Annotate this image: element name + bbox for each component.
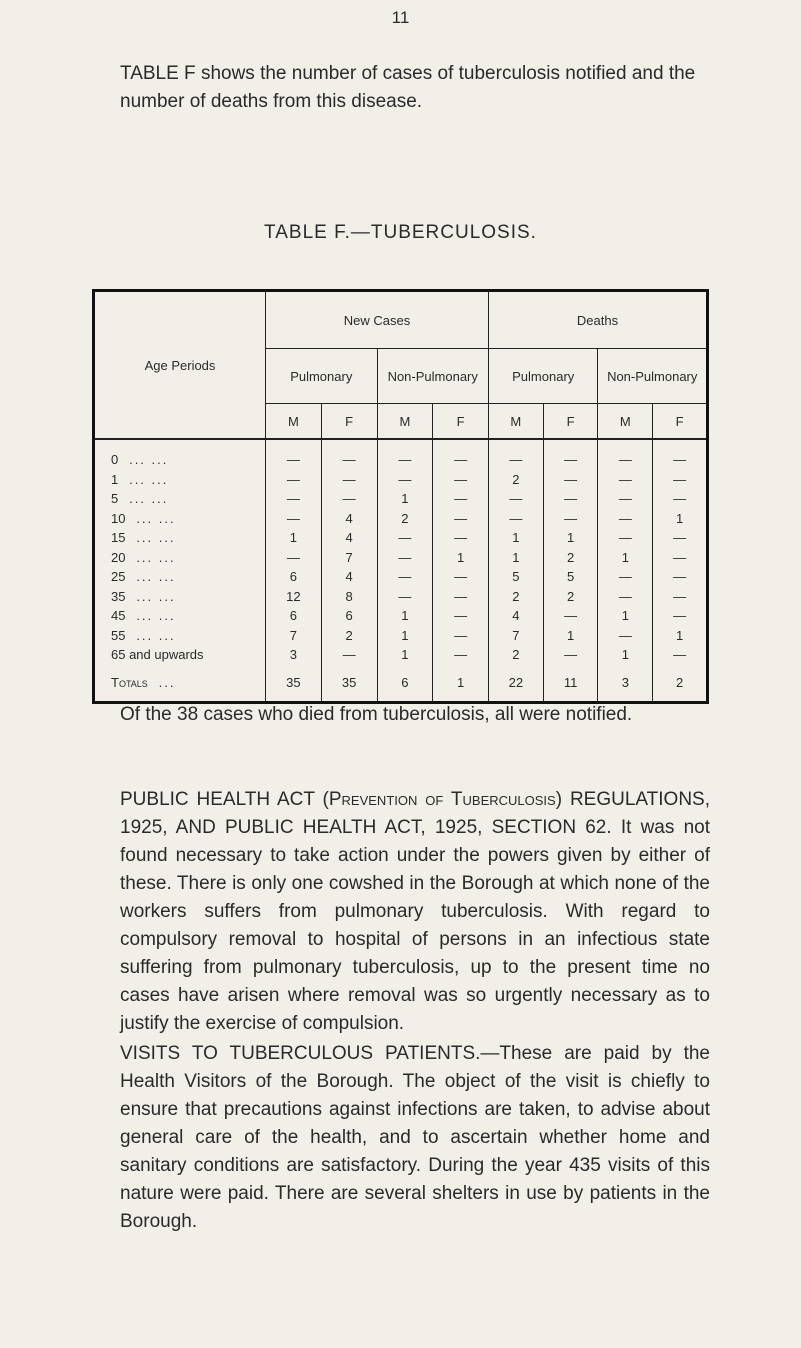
value-cell: — <box>653 470 708 490</box>
value-cell: — <box>543 439 598 470</box>
leader-dots: ... ... <box>136 588 176 604</box>
age-label: 0 <box>111 452 119 468</box>
table-row <box>94 509 708 529</box>
value-cell: 1 <box>488 548 543 568</box>
value-cell: 6 <box>266 606 322 626</box>
value-cell: 2 <box>377 509 433 529</box>
leader-dots: ... ... <box>136 530 176 546</box>
age-label: 15 <box>111 530 126 546</box>
value-cell: — <box>266 439 322 470</box>
age-label: 65 and upwards <box>111 647 204 663</box>
col-f-header: F <box>321 404 377 440</box>
value-cell: — <box>488 439 543 470</box>
leader-dots: ... ... <box>136 627 176 643</box>
value-cell: — <box>653 645 708 665</box>
col-m-header: M <box>598 404 653 440</box>
col-m-header: M <box>488 404 543 440</box>
age-period-cell <box>94 606 266 626</box>
value-cell: 1 <box>266 528 322 548</box>
value-cell: 7 <box>321 548 377 568</box>
para1-heading-smallcaps: Prevention of Tuberculosis <box>328 789 556 810</box>
deaths-header: Deaths <box>488 291 707 349</box>
deaths-non-pulmonary-header: Non-Pulmonary <box>598 349 708 404</box>
value-cell: 12 <box>266 587 322 607</box>
value-cell: — <box>488 489 543 509</box>
value-cell: 8 <box>321 587 377 607</box>
value-cell: — <box>433 528 489 548</box>
value-cell: — <box>377 439 433 470</box>
age-periods-header: Age Periods <box>94 291 266 440</box>
value-cell: 4 <box>321 567 377 587</box>
new-pulmonary-header: Pulmonary <box>266 349 377 404</box>
value-cell: — <box>598 528 653 548</box>
value-cell: — <box>266 548 322 568</box>
value-cell: — <box>543 645 598 665</box>
tuberculosis-table-container <box>92 289 709 704</box>
table-row <box>94 489 708 509</box>
value-cell: — <box>598 470 653 490</box>
leader-dots: ... ... <box>136 549 176 565</box>
age-period-cell <box>94 470 266 490</box>
leader-dots: ... <box>158 675 176 690</box>
age-period-cell <box>94 626 266 646</box>
page-number: 11 <box>391 8 410 27</box>
value-cell: 1 <box>377 626 433 646</box>
value-cell: 4 <box>488 606 543 626</box>
new-non-pulmonary-header: Non-Pulmonary <box>377 349 488 404</box>
value-cell: — <box>598 439 653 470</box>
table-title: TABLE F.—TUBERCULOSIS. <box>264 222 537 243</box>
value-cell: — <box>377 567 433 587</box>
value-cell: — <box>598 626 653 646</box>
table-row <box>94 470 708 490</box>
value-cell: 2 <box>321 626 377 646</box>
value-cell: — <box>653 567 708 587</box>
totals-row <box>94 665 708 703</box>
col-f-header: F <box>433 404 489 440</box>
value-cell: 7 <box>266 626 322 646</box>
table-row <box>94 606 708 626</box>
age-period-cell <box>94 567 266 587</box>
value-cell: — <box>321 645 377 665</box>
note-text: Of the 38 cases who died from tuberculosis, all were notified. <box>120 704 633 725</box>
value-cell: 4 <box>321 528 377 548</box>
total-cell: 22 <box>488 665 543 703</box>
value-cell: 2 <box>543 548 598 568</box>
col-f-header: F <box>653 404 708 440</box>
value-cell: 2 <box>488 587 543 607</box>
total-cell: 35 <box>266 665 322 703</box>
age-period-cell <box>94 548 266 568</box>
table-row <box>94 567 708 587</box>
value-cell: 6 <box>266 567 322 587</box>
value-cell: 1 <box>543 528 598 548</box>
value-cell: — <box>653 587 708 607</box>
col-m-header: M <box>266 404 322 440</box>
totals-label: Totals <box>111 675 148 690</box>
value-cell: — <box>377 587 433 607</box>
value-cell: 2 <box>488 645 543 665</box>
age-period-cell <box>94 645 266 665</box>
table-row <box>94 439 708 470</box>
value-cell: 1 <box>543 626 598 646</box>
visits-paragraph <box>120 1040 710 1236</box>
value-cell: 2 <box>488 470 543 490</box>
table-row <box>94 645 708 665</box>
value-cell: 4 <box>321 509 377 529</box>
leader-dots: ... ... <box>136 569 176 585</box>
total-cell: 11 <box>543 665 598 703</box>
value-cell: — <box>377 548 433 568</box>
leader-dots: ... ... <box>136 510 176 526</box>
value-cell: — <box>598 587 653 607</box>
value-cell: — <box>598 567 653 587</box>
para1-heading-a: PUBLIC HEALTH ACT ( <box>120 789 329 810</box>
age-label: 10 <box>111 510 126 526</box>
age-label: 55 <box>111 627 126 643</box>
value-cell: 2 <box>543 587 598 607</box>
age-period-cell <box>94 587 266 607</box>
value-cell: — <box>653 606 708 626</box>
value-cell: — <box>266 489 322 509</box>
value-cell: 5 <box>488 567 543 587</box>
total-cell: 1 <box>433 665 489 703</box>
value-cell: 1 <box>377 489 433 509</box>
value-cell: — <box>266 470 322 490</box>
age-period-cell <box>94 439 266 470</box>
value-cell: — <box>377 528 433 548</box>
value-cell: — <box>321 489 377 509</box>
value-cell: 1 <box>598 606 653 626</box>
age-label: 35 <box>111 588 126 604</box>
value-cell: — <box>433 439 489 470</box>
value-cell: — <box>433 606 489 626</box>
value-cell: 1 <box>653 626 708 646</box>
public-health-act-paragraph <box>120 786 710 1038</box>
value-cell: 1 <box>433 548 489 568</box>
value-cell: 6 <box>321 606 377 626</box>
value-cell: 1 <box>598 548 653 568</box>
age-label: 25 <box>111 569 126 585</box>
leader-dots: ... ... <box>129 491 169 507</box>
age-label: 20 <box>111 549 126 565</box>
age-label: 45 <box>111 608 126 624</box>
value-cell: — <box>543 606 598 626</box>
para2-heading: VISITS TO TUBERCULOUS PATIENTS. <box>120 1043 481 1064</box>
value-cell: — <box>377 470 433 490</box>
value-cell: — <box>433 489 489 509</box>
value-cell: — <box>433 567 489 587</box>
table-row <box>94 626 708 646</box>
table-body <box>94 439 708 702</box>
table-row <box>94 548 708 568</box>
para2-body: —These are paid by the Health Visitors of the Borough. The object of the visit is chiefly to ensure that precautions against infections are taken, to advise about general care of the health, and to ascertain whether home and sanitary conditions are satisfactory. During the year 435 visits of this nature were paid. There are several shelters in use by patients in the Borough. <box>120 1043 711 1232</box>
value-cell: — <box>653 439 708 470</box>
total-cell: 35 <box>321 665 377 703</box>
deaths-pulmonary-header: Pulmonary <box>488 349 597 404</box>
value-cell: 1 <box>653 509 708 529</box>
value-cell: 1 <box>377 645 433 665</box>
value-cell: — <box>653 489 708 509</box>
value-cell: — <box>543 489 598 509</box>
value-cell: — <box>488 509 543 529</box>
value-cell: 7 <box>488 626 543 646</box>
age-period-cell <box>94 489 266 509</box>
intro-text: TABLE F shows the number of cases of tuberculosis notified and the number of deaths from this disease. <box>120 63 696 112</box>
value-cell: — <box>321 470 377 490</box>
total-cell: 3 <box>598 665 653 703</box>
value-cell: — <box>266 509 322 529</box>
total-cell: 2 <box>653 665 708 703</box>
table-row <box>94 528 708 548</box>
totals-label-cell <box>94 665 266 703</box>
total-cell: 6 <box>377 665 433 703</box>
value-cell: — <box>321 439 377 470</box>
age-period-cell <box>94 509 266 529</box>
value-cell: — <box>543 509 598 529</box>
value-cell: — <box>433 645 489 665</box>
new-cases-header: New Cases <box>266 291 489 349</box>
leader-dots: ... ... <box>136 608 176 624</box>
value-cell: — <box>653 528 708 548</box>
value-cell: — <box>653 548 708 568</box>
tuberculosis-table <box>92 289 709 704</box>
age-label: 1 <box>111 471 119 487</box>
value-cell: — <box>543 470 598 490</box>
leader-dots: ... ... <box>129 452 169 468</box>
value-cell: — <box>598 509 653 529</box>
value-cell: 1 <box>488 528 543 548</box>
para1-heading-b: ) REGULATIONS, 1925, AND PUBLIC HEALTH ACT, 1925, SECTION 62. <box>120 789 710 838</box>
para1-body: It was not found necessary to take action under the powers given by either of these. There is only one cowshed in the Borough at which none of the workers suffers from pulmonary tuberculosis. With regard to compulsory removal to hospital of persons in an infectious state suffering from pulmonary tuberculosis, up to the present time no cases have arisen where removal was so urgently necessary as to justify the exercise of compulsion. <box>120 817 710 1034</box>
value-cell: 5 <box>543 567 598 587</box>
value-cell: — <box>433 470 489 490</box>
value-cell: 1 <box>598 645 653 665</box>
value-cell: — <box>598 489 653 509</box>
value-cell: — <box>433 587 489 607</box>
col-f-header: F <box>543 404 598 440</box>
col-m-header: M <box>377 404 433 440</box>
leader-dots: ... ... <box>129 471 169 487</box>
value-cell: 1 <box>377 606 433 626</box>
age-period-cell <box>94 528 266 548</box>
table-row <box>94 587 708 607</box>
value-cell: — <box>433 509 489 529</box>
value-cell: 3 <box>266 645 322 665</box>
value-cell: — <box>433 626 489 646</box>
age-label: 5 <box>111 491 119 507</box>
